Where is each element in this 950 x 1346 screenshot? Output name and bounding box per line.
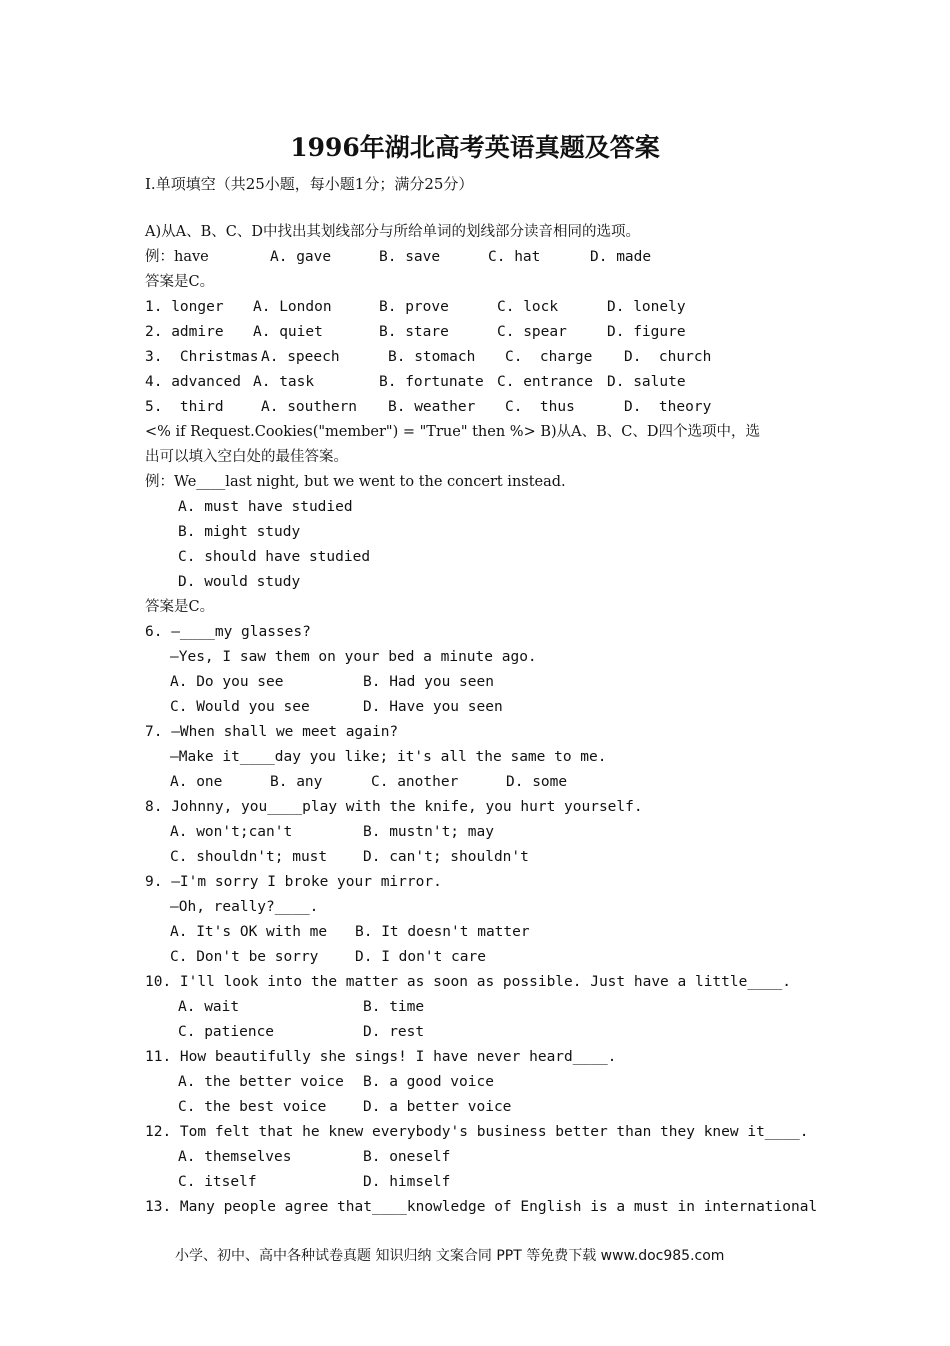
- text-line: [145, 1045, 805, 1070]
- text-cell: D. a better voice: [363, 1099, 512, 1115]
- text-line: [145, 745, 805, 770]
- text-cell: —Yes, I saw them on your bed a minute ago.: [170, 649, 537, 665]
- text-cell: 11. How beautifully she sings! I have never heard____.: [145, 1049, 617, 1065]
- text-cell: C. Would you see: [170, 699, 310, 715]
- text-cell: D. Have you seen: [363, 699, 503, 715]
- text-line: [145, 495, 805, 520]
- text-cell: B. time: [363, 999, 425, 1015]
- text-cell: 答案是C。: [145, 274, 215, 290]
- text-cell: A)从A、B、C、D中找出其划线部分与所给单词的划线部分读音相同的选项。: [145, 224, 640, 240]
- text-line: [145, 1120, 809, 1145]
- text-cell: B. Had you seen: [363, 674, 494, 690]
- text-line: [145, 595, 805, 620]
- text-cell: B. a good voice: [363, 1074, 494, 1090]
- text-cell: 2. admire: [145, 324, 224, 340]
- section-heading: Ⅰ.单项填空（共25小题，每小题1分；满分25分）: [145, 175, 474, 193]
- text-cell: A. gave: [270, 249, 332, 265]
- text-cell: A. quiet: [253, 324, 323, 340]
- text-line: [145, 695, 805, 720]
- text-cell: 13. Many people agree that____knowledge of English is a must in international: [145, 1199, 818, 1215]
- text-cell: A. the better voice: [178, 1074, 344, 1090]
- text-cell: C. itself: [178, 1174, 257, 1190]
- text-cell: 10. I'll look into the matter as soon as possible. Just have a little____.: [145, 974, 792, 990]
- text-cell: 例：have: [145, 249, 209, 265]
- text-line: [145, 220, 805, 245]
- text-cell: B. might study: [178, 524, 301, 540]
- text-line: [145, 645, 805, 670]
- text-cell: 8. Johnny, you____play with the knife, you hurt yourself.: [145, 799, 643, 815]
- text-cell: 7. —When shall we meet again?: [145, 724, 399, 740]
- text-cell: C. hat: [488, 249, 541, 265]
- text-cell: B. stare: [379, 324, 449, 340]
- text-line: [145, 570, 805, 595]
- text-line: [145, 1070, 805, 1095]
- text-cell: 5. third: [145, 399, 224, 415]
- text-line: [145, 445, 805, 470]
- text-cell: A. wait: [178, 999, 240, 1015]
- text-cell: 出可以填入空白处的最佳答案。: [145, 449, 348, 465]
- text-line: [145, 245, 805, 270]
- text-cell: B. oneself: [363, 1149, 451, 1165]
- text-line: [145, 1170, 805, 1195]
- text-line: [145, 470, 805, 495]
- text-cell: A. Do you see: [170, 674, 284, 690]
- text-line: [145, 995, 805, 1020]
- text-cell: D. I don't care: [355, 949, 486, 965]
- text-cell: 答案是C。: [145, 599, 215, 615]
- text-cell: B. weather: [388, 399, 476, 415]
- text-cell: D. made: [590, 249, 652, 265]
- text-line: [145, 420, 805, 445]
- text-cell: <% if Request.Cookies("member") = "True" then %> B)从A、B、C、D四个选项中，选: [145, 424, 760, 440]
- text-cell: D. can't; shouldn't: [363, 849, 529, 865]
- text-cell: 3. Christmas: [145, 349, 259, 365]
- text-cell: C. another: [371, 774, 459, 790]
- text-line: [145, 395, 805, 420]
- text-cell: B. save: [379, 249, 441, 265]
- page-footer: 小学、初中、高中各种试卷真题 知识归纳 文案合同 PPT 等免费下载 www.doc985.com: [175, 1248, 725, 1264]
- text-cell: D. figure: [607, 324, 686, 340]
- text-line: [145, 795, 805, 820]
- text-cell: B. mustn't; may: [363, 824, 494, 840]
- text-line: [145, 820, 805, 845]
- text-cell: —Make it____day you like; it's all the same to me.: [170, 749, 607, 765]
- text-line: [145, 945, 805, 970]
- text-line: [145, 545, 805, 570]
- text-line: [145, 1145, 805, 1170]
- text-cell: 例：We____last night, but we went to the concert instead.: [145, 474, 566, 490]
- text-cell: C. spear: [497, 324, 567, 340]
- text-cell: C. patience: [178, 1024, 275, 1040]
- page-title: 1996年湖北高考英语真题及答案: [290, 133, 660, 162]
- text-line: [145, 720, 805, 745]
- text-line: [145, 895, 805, 920]
- text-cell: 6. —____my glasses?: [145, 624, 311, 640]
- text-line: [145, 1095, 805, 1120]
- text-cell: C. charge: [505, 349, 593, 365]
- text-line: [145, 370, 805, 395]
- text-cell: C. Don't be sorry: [170, 949, 319, 965]
- text-line: [145, 520, 805, 545]
- text-cell: D. theory: [624, 399, 712, 415]
- text-cell: —Oh, really?____.: [170, 899, 319, 915]
- text-line: [145, 320, 805, 345]
- text-cell: A. London: [253, 299, 332, 315]
- text-cell: B. stomach: [388, 349, 476, 365]
- text-cell: B. any: [270, 774, 323, 790]
- text-line: [145, 845, 805, 870]
- text-line: [145, 620, 805, 645]
- text-line: [145, 295, 805, 320]
- text-cell: 12. Tom felt that he knew everybody's business better than they knew it____.: [145, 1124, 809, 1140]
- text-cell: B. fortunate: [379, 374, 484, 390]
- text-cell: 1. longer: [145, 299, 224, 315]
- text-cell: A. It's OK with me: [170, 924, 328, 940]
- text-cell: D. lonely: [607, 299, 686, 315]
- text-cell: 9. —I'm sorry I broke your mirror.: [145, 874, 442, 890]
- text-cell: A. won't;can't: [170, 824, 293, 840]
- text-cell: C. the best voice: [178, 1099, 327, 1115]
- text-cell: B. prove: [379, 299, 449, 315]
- text-cell: D. rest: [363, 1024, 425, 1040]
- text-cell: 4. advanced: [145, 374, 242, 390]
- text-line: [145, 970, 805, 995]
- text-cell: A. southern: [261, 399, 358, 415]
- text-cell: D. salute: [607, 374, 686, 390]
- question-body: [145, 220, 818, 1220]
- text-cell: C. shouldn't; must: [170, 849, 328, 865]
- text-line: [145, 870, 805, 895]
- text-cell: B. It doesn't matter: [355, 924, 530, 940]
- text-line: [145, 1020, 805, 1045]
- text-line: [145, 1195, 818, 1220]
- text-cell: A. one: [170, 774, 223, 790]
- text-cell: A. task: [253, 374, 315, 390]
- text-cell: D. some: [506, 774, 568, 790]
- text-cell: D. would study: [178, 574, 301, 590]
- text-cell: C. entrance: [497, 374, 594, 390]
- text-line: [145, 670, 805, 695]
- text-line: [145, 270, 805, 295]
- text-cell: D. himself: [363, 1174, 451, 1190]
- text-cell: C. lock: [497, 299, 559, 315]
- text-cell: A. must have studied: [178, 499, 353, 515]
- text-line: [145, 770, 805, 795]
- text-line: [145, 345, 805, 370]
- text-cell: A. themselves: [178, 1149, 292, 1165]
- text-cell: D. church: [624, 349, 712, 365]
- text-cell: C. should have studied: [178, 549, 371, 565]
- text-cell: A. speech: [261, 349, 340, 365]
- text-cell: C. thus: [505, 399, 575, 415]
- text-line: [145, 920, 805, 945]
